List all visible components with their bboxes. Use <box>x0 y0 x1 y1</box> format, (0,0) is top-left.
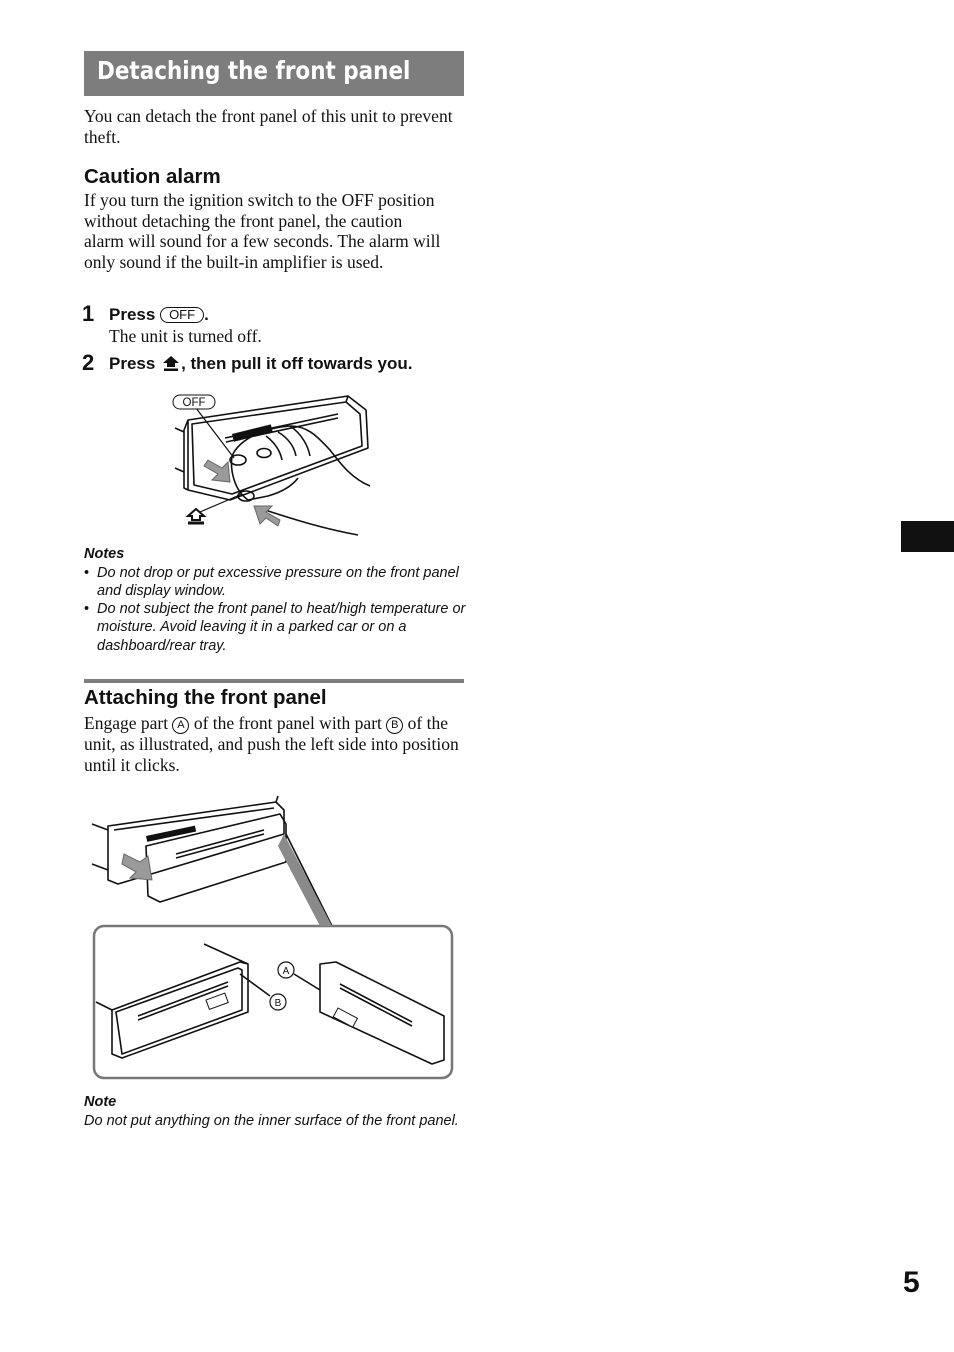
part-a-marker: A <box>172 717 189 734</box>
note-text: Do not put anything on the inner surface of the front panel. <box>84 1113 459 1129</box>
part-b-marker: B <box>386 717 403 734</box>
section-2-text-a: Engage part <box>84 713 169 733</box>
figure-label-a: A <box>282 966 290 977</box>
attach-illustration <box>88 784 458 1084</box>
step-2-post: , then pull it off towards you. <box>181 354 413 373</box>
note-item: • Do not subject the front panel to heat/high temperature or moisture. Avoid leaving it in a parked car or on a dashboard/rear tray. <box>84 601 466 654</box>
caution-text: If you turn the ignition switch to the OFF position without detaching the front panel, the caution alarm will sound for a few seconds. The alarm will only sound if the built-in amplifier is used. <box>84 190 441 272</box>
figure-label-b: B <box>274 998 282 1009</box>
detach-illustration <box>170 390 380 540</box>
section-2-text <box>84 713 464 775</box>
caution-heading: Caution alarm <box>84 165 221 188</box>
step-2-instruction <box>109 354 412 374</box>
step-2-pre: Press <box>109 354 156 373</box>
step-1-post: . <box>204 305 209 324</box>
step-1-pre: Press <box>109 305 156 324</box>
step-1-instruction <box>109 305 209 325</box>
section-tab-marker <box>901 521 954 552</box>
section-title-bar <box>84 51 464 96</box>
section-2-title: Attaching the front panel <box>84 686 327 709</box>
step-1-number: 1 <box>82 301 95 326</box>
note-item-text: Do not drop or put excessive pressure on the front panel and display window. <box>97 565 459 600</box>
section-2-text-b: of the front panel with part <box>193 713 382 733</box>
notes-heading: Notes <box>84 546 125 562</box>
section-title: Detaching the front panel <box>97 56 411 85</box>
page-number: 5 <box>903 1266 920 1299</box>
section-2-text-c: of the unit, as illustrated, and push the left side into position until it clicks. <box>84 713 459 775</box>
intro-text: You can detach the front panel of this unit to prevent theft. <box>84 106 453 147</box>
step-2-number: 2 <box>82 350 95 375</box>
step-1-result: The unit is turned off. <box>109 326 262 346</box>
release-button-icon <box>162 355 180 372</box>
figure-off-label: OFF <box>182 397 206 409</box>
note-heading: Note <box>84 1094 117 1110</box>
note-item-text: Do not subject the front panel to heat/high temperature or moisture. Avoid leaving it in a parked car or on a dashboard/rear tray. <box>97 601 466 654</box>
note-item: • Do not drop or put excessive pressure on the front panel and display window. <box>84 565 459 600</box>
section-divider <box>84 679 464 683</box>
off-button-label: OFF <box>160 307 204 323</box>
